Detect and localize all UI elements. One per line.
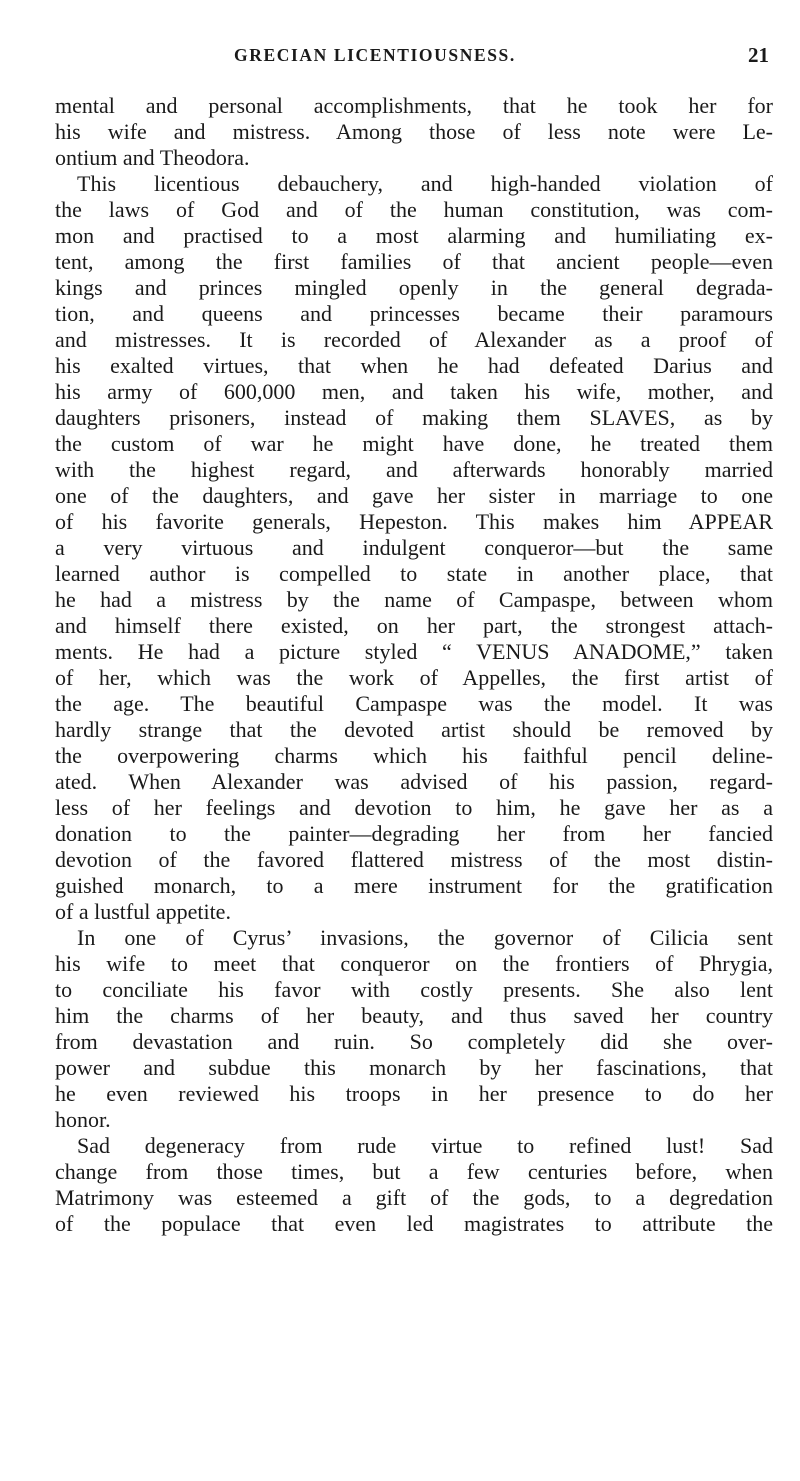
text-line: the custom of war he might have done, he treated them xyxy=(55,431,773,456)
text-line: he even reviewed his troops in her presence to do her xyxy=(55,1081,773,1106)
running-title: GRECIAN LICENTIOUSNESS. xyxy=(234,45,516,65)
text-line: to conciliate his favor with costly presents. She also lent xyxy=(55,977,773,1002)
text-line: of his favorite generals, Hepeston. This makes him APPEAR xyxy=(55,509,773,534)
text-line: tion, and queens and princesses became their paramours xyxy=(55,301,773,326)
text-line: mon and practised to a most alarming and humiliating ex- xyxy=(55,223,773,248)
text-line: with the highest regard, and afterwards honorably married xyxy=(55,457,773,482)
text-line: of her, which was the work of Appelles, the first artist of xyxy=(55,665,773,690)
text-line: of the populace that even led magistrates to attribute the xyxy=(55,1211,773,1236)
text-line: he had a mistress by the name of Campaspe, between whom xyxy=(55,587,773,612)
text-line: one of the daughters, and gave her sister in marriage to one xyxy=(55,483,773,508)
text-line: ments. He had a picture styled “ VENUS ANADOME,” taken xyxy=(55,639,773,664)
text-line: In one of Cyrus’ invasions, the governor of Cilicia sent xyxy=(77,925,773,950)
text-line: Matrimony was esteemed a gift of the gods, to a degredation xyxy=(55,1185,773,1210)
text-line: his exalted virtues, that when he had defeated Darius and xyxy=(55,353,773,378)
text-line: devotion of the favored flattered mistress of the most distin- xyxy=(55,847,773,872)
text-line: the laws of God and of the human constitution, was com- xyxy=(55,197,773,222)
text-line: him the charms of her beauty, and thus saved her country xyxy=(55,1003,773,1028)
text-line: his army of 600,000 men, and taken his wife, mother, and xyxy=(55,379,773,404)
page-number: 21 xyxy=(748,43,769,67)
text-line: his wife to meet that conqueror on the frontiers of Phrygia, xyxy=(55,951,773,976)
text-line: hardly strange that the devoted artist should be removed by xyxy=(55,717,773,742)
text-line: daughters prisoners, instead of making them SLAVES, as by xyxy=(55,405,773,430)
text-line: his wife and mistress. Among those of less note were Le- xyxy=(55,119,773,144)
text-line: donation to the painter—degrading her from her fancied xyxy=(55,821,773,846)
running-head xyxy=(0,40,800,70)
text-line: power and subdue this monarch by her fascinations, that xyxy=(55,1055,773,1080)
text-line: the age. The beautiful Campaspe was the model. It was xyxy=(55,691,773,716)
text-line: less of her feelings and devotion to him, he gave her as a xyxy=(55,795,773,820)
text-line: of a lustful appetite. xyxy=(55,899,231,924)
body-text xyxy=(55,93,773,1237)
text-line: ated. When Alexander was advised of his passion, regard- xyxy=(55,769,773,794)
text-line: Sad degeneracy from rude virtue to refined lust! Sad xyxy=(77,1133,773,1158)
text-line: and himself there existed, on her part, the strongest attach- xyxy=(55,613,773,638)
text-line: mental and personal accomplishments, that he took her for xyxy=(55,93,773,118)
text-line: from devastation and ruin. So completely did she over- xyxy=(55,1029,773,1054)
text-line: learned author is compelled to state in another place, that xyxy=(55,561,773,586)
text-line: ontium and Theodora. xyxy=(55,145,250,170)
text-line: change from those times, but a few centuries before, when xyxy=(55,1159,773,1184)
text-line: guished monarch, to a mere instrument for the gratification xyxy=(55,873,773,898)
text-line: kings and princes mingled openly in the general degrada- xyxy=(55,275,773,300)
text-line: tent, among the first families of that ancient people—even xyxy=(55,249,773,274)
text-line: honor. xyxy=(55,1107,111,1132)
text-line: and mistresses. It is recorded of Alexander as a proof of xyxy=(55,327,773,352)
text-line: a very virtuous and indulgent conqueror—but the same xyxy=(55,535,773,560)
text-line: This licentious debauchery, and high-handed violation of xyxy=(77,171,773,196)
text-line: the overpowering charms which his faithful pencil deline- xyxy=(55,743,773,768)
